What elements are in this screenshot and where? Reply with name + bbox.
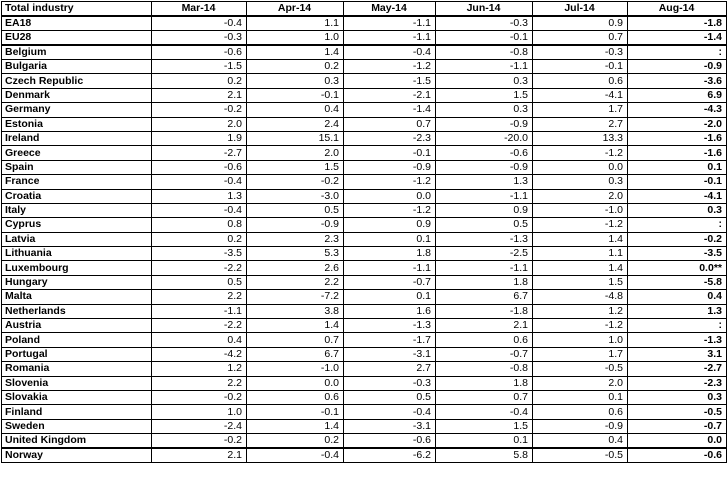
value-cell: 0.0 — [344, 189, 436, 203]
value-cell: 3.8 — [247, 304, 344, 318]
value-cell: 1.4 — [247, 419, 344, 433]
value-cell: 1.3 — [152, 189, 247, 203]
value-cell: -0.4 — [152, 175, 247, 189]
value-cell: 0.5 — [152, 275, 247, 289]
value-cell: 0.9 — [533, 16, 628, 31]
value-cell: -0.4 — [152, 203, 247, 217]
value-cell: -2.4 — [152, 419, 247, 433]
value-cell: -1.7 — [344, 333, 436, 347]
value-cell: -0.6 — [152, 160, 247, 174]
value-cell: 0.5 — [344, 390, 436, 404]
value-cell: -2.0 — [628, 117, 727, 131]
value-cell: 0.0** — [628, 261, 727, 275]
value-cell: -0.3 — [344, 376, 436, 390]
value-cell: 1.3 — [436, 175, 533, 189]
country-cell: Lithuania — [2, 247, 152, 261]
value-cell: 2.7 — [344, 362, 436, 376]
value-cell: 0.5 — [436, 218, 533, 232]
value-cell: -0.1 — [247, 405, 344, 419]
header-label: Total industry — [2, 2, 152, 17]
value-cell: 0.3 — [247, 74, 344, 88]
value-cell: -0.9 — [436, 160, 533, 174]
value-cell: 0.9 — [344, 218, 436, 232]
table-row — [2, 60, 727, 74]
country-cell: Slovenia — [2, 376, 152, 390]
value-cell: 1.7 — [533, 103, 628, 117]
value-cell: -2.7 — [152, 146, 247, 160]
header-row — [2, 2, 727, 17]
country-cell: Malta — [2, 290, 152, 304]
country-cell: Luxembourg — [2, 261, 152, 275]
value-cell: -1.4 — [344, 103, 436, 117]
value-cell: -0.3 — [152, 31, 247, 46]
value-cell: -2.7 — [628, 362, 727, 376]
value-cell: 1.8 — [436, 275, 533, 289]
value-cell: -0.5 — [533, 448, 628, 463]
table-row — [2, 275, 727, 289]
table-row — [2, 405, 727, 419]
value-cell: 0.3 — [628, 390, 727, 404]
value-cell: -3.1 — [344, 419, 436, 433]
value-cell: -0.5 — [628, 405, 727, 419]
industry-production-table — [1, 1, 727, 463]
country-cell: Estonia — [2, 117, 152, 131]
value-cell: -1.2 — [344, 60, 436, 74]
table-row — [2, 376, 727, 390]
table-row — [2, 434, 727, 449]
value-cell: 0.2 — [152, 232, 247, 246]
value-cell: 2.0 — [152, 117, 247, 131]
value-cell: 0.4 — [152, 333, 247, 347]
value-cell: -1.4 — [628, 31, 727, 46]
country-cell: Denmark — [2, 88, 152, 102]
value-cell: 6.9 — [628, 88, 727, 102]
table-row — [2, 247, 727, 261]
value-cell: -7.2 — [247, 290, 344, 304]
value-cell: 1.4 — [533, 232, 628, 246]
value-cell: 0.8 — [152, 218, 247, 232]
value-cell: 5.3 — [247, 247, 344, 261]
country-cell: EA18 — [2, 16, 152, 31]
value-cell: -0.1 — [247, 88, 344, 102]
value-cell: -0.4 — [344, 405, 436, 419]
value-cell: -0.1 — [344, 146, 436, 160]
value-cell: -2.1 — [344, 88, 436, 102]
value-cell: -1.1 — [436, 189, 533, 203]
value-cell: 0.7 — [533, 31, 628, 46]
table-row — [2, 203, 727, 217]
country-cell: EU28 — [2, 31, 152, 46]
value-cell: 2.2 — [247, 275, 344, 289]
value-cell: -1.3 — [344, 319, 436, 333]
country-cell: Greece — [2, 146, 152, 160]
value-cell: 0.3 — [436, 74, 533, 88]
table-row — [2, 390, 727, 404]
value-cell: 1.1 — [533, 247, 628, 261]
table-row — [2, 304, 727, 318]
value-cell: -0.9 — [533, 419, 628, 433]
value-cell: -0.8 — [436, 45, 533, 60]
value-cell: -0.4 — [152, 16, 247, 31]
value-cell: -1.0 — [533, 203, 628, 217]
value-cell: 3.1 — [628, 347, 727, 361]
table-row — [2, 333, 727, 347]
value-cell: 2.1 — [152, 448, 247, 463]
value-cell: -0.3 — [436, 16, 533, 31]
value-cell: -0.6 — [152, 45, 247, 60]
table-row — [2, 45, 727, 60]
value-cell: -1.1 — [436, 261, 533, 275]
value-cell: -2.2 — [152, 261, 247, 275]
value-cell: -0.6 — [436, 146, 533, 160]
value-cell: -0.9 — [436, 117, 533, 131]
value-cell: 0.4 — [533, 434, 628, 449]
value-cell: -1.2 — [533, 146, 628, 160]
value-cell: 2.7 — [533, 117, 628, 131]
country-cell: United Kingdom — [2, 434, 152, 449]
value-cell: -0.2 — [152, 390, 247, 404]
value-cell: 6.7 — [436, 290, 533, 304]
value-cell: 2.2 — [152, 376, 247, 390]
value-cell: 2.0 — [533, 189, 628, 203]
value-cell: -1.2 — [344, 175, 436, 189]
value-cell: -4.3 — [628, 103, 727, 117]
value-cell: -1.2 — [533, 319, 628, 333]
value-cell: -1.1 — [344, 31, 436, 46]
value-cell: 1.5 — [247, 160, 344, 174]
value-cell: 0.4 — [628, 290, 727, 304]
value-cell: -0.9 — [247, 218, 344, 232]
country-cell: Finland — [2, 405, 152, 419]
value-cell: 0.1 — [533, 390, 628, 404]
value-cell: 0.0 — [628, 434, 727, 449]
value-cell: 0.0 — [533, 160, 628, 174]
value-cell: 1.1 — [247, 16, 344, 31]
value-cell: -3.5 — [152, 247, 247, 261]
value-cell: 0.2 — [247, 60, 344, 74]
header-month: Jul-14 — [533, 2, 628, 17]
country-cell: Norway — [2, 448, 152, 463]
country-cell: Poland — [2, 333, 152, 347]
value-cell: -2.3 — [628, 376, 727, 390]
country-cell: Sweden — [2, 419, 152, 433]
value-cell: 1.8 — [436, 376, 533, 390]
header-month: Mar-14 — [152, 2, 247, 17]
value-cell: -0.6 — [628, 448, 727, 463]
table-row — [2, 74, 727, 88]
value-cell: -2.5 — [436, 247, 533, 261]
country-cell: Romania — [2, 362, 152, 376]
value-cell: -1.3 — [436, 232, 533, 246]
country-cell: France — [2, 175, 152, 189]
header-month: Apr-14 — [247, 2, 344, 17]
table-row — [2, 160, 727, 174]
table-row — [2, 448, 727, 463]
value-cell: -0.2 — [152, 103, 247, 117]
value-cell: -0.2 — [247, 175, 344, 189]
value-cell: 0.3 — [436, 103, 533, 117]
value-cell: -1.1 — [436, 60, 533, 74]
value-cell: -1.2 — [533, 218, 628, 232]
value-cell: 0.3 — [628, 203, 727, 217]
value-cell: 1.3 — [628, 304, 727, 318]
value-cell: 1.9 — [152, 131, 247, 145]
table-row — [2, 419, 727, 433]
value-cell: 2.6 — [247, 261, 344, 275]
value-cell: -1.1 — [152, 304, 247, 318]
value-cell: 1.4 — [247, 45, 344, 60]
header-month: May-14 — [344, 2, 436, 17]
table-row — [2, 175, 727, 189]
value-cell: 0.9 — [436, 203, 533, 217]
table-row — [2, 117, 727, 131]
table-row — [2, 232, 727, 246]
value-cell: 1.8 — [344, 247, 436, 261]
value-cell: -0.1 — [436, 31, 533, 46]
value-cell: -1.8 — [436, 304, 533, 318]
value-cell: 1.7 — [533, 347, 628, 361]
value-cell: 2.2 — [152, 290, 247, 304]
value-cell: -0.7 — [436, 347, 533, 361]
value-cell: 1.0 — [247, 31, 344, 46]
table-row — [2, 290, 727, 304]
value-cell: -4.2 — [152, 347, 247, 361]
value-cell: 1.0 — [533, 333, 628, 347]
value-cell: 0.3 — [533, 175, 628, 189]
country-cell: Czech Republic — [2, 74, 152, 88]
value-cell: -0.5 — [533, 362, 628, 376]
country-cell: Bulgaria — [2, 60, 152, 74]
value-cell: 1.5 — [436, 419, 533, 433]
value-cell: -2.3 — [344, 131, 436, 145]
value-cell: 0.2 — [247, 434, 344, 449]
value-cell: -0.1 — [533, 60, 628, 74]
value-cell: -0.6 — [344, 434, 436, 449]
value-cell: -1.1 — [344, 261, 436, 275]
country-cell: Germany — [2, 103, 152, 117]
value-cell: 0.6 — [436, 333, 533, 347]
value-cell: 2.4 — [247, 117, 344, 131]
value-cell: : — [628, 45, 727, 60]
value-cell: -6.2 — [344, 448, 436, 463]
table-row — [2, 131, 727, 145]
country-cell: Hungary — [2, 275, 152, 289]
value-cell: -2.2 — [152, 319, 247, 333]
value-cell: : — [628, 218, 727, 232]
table-row — [2, 31, 727, 46]
table-row — [2, 218, 727, 232]
value-cell: 1.5 — [436, 88, 533, 102]
country-cell: Ireland — [2, 131, 152, 145]
value-cell: 0.1 — [436, 434, 533, 449]
value-cell: 0.1 — [628, 160, 727, 174]
value-cell: -1.8 — [628, 16, 727, 31]
value-cell: -1.0 — [247, 362, 344, 376]
value-cell: -3.6 — [628, 74, 727, 88]
country-cell: Portugal — [2, 347, 152, 361]
header-month: Aug-14 — [628, 2, 727, 17]
table-row — [2, 347, 727, 361]
value-cell: 5.8 — [436, 448, 533, 463]
value-cell: 2.3 — [247, 232, 344, 246]
table-row — [2, 319, 727, 333]
value-cell: 1.4 — [533, 261, 628, 275]
value-cell: 0.4 — [247, 103, 344, 117]
value-cell: 2.0 — [247, 146, 344, 160]
value-cell: -0.4 — [344, 45, 436, 60]
value-cell: -0.2 — [628, 232, 727, 246]
value-cell: -1.2 — [344, 203, 436, 217]
value-cell: -3.1 — [344, 347, 436, 361]
value-cell: -0.7 — [344, 275, 436, 289]
value-cell: 0.1 — [344, 290, 436, 304]
country-cell: Croatia — [2, 189, 152, 203]
value-cell: 0.6 — [533, 74, 628, 88]
table-row — [2, 189, 727, 203]
value-cell: -0.4 — [436, 405, 533, 419]
value-cell: 0.5 — [247, 203, 344, 217]
value-cell: -0.8 — [436, 362, 533, 376]
country-cell: Cyprus — [2, 218, 152, 232]
value-cell: 2.0 — [533, 376, 628, 390]
value-cell: 1.2 — [152, 362, 247, 376]
value-cell: 2.1 — [152, 88, 247, 102]
value-cell: -0.9 — [628, 60, 727, 74]
value-cell: -1.6 — [628, 146, 727, 160]
value-cell: 15.1 — [247, 131, 344, 145]
value-cell: 0.7 — [436, 390, 533, 404]
table-row — [2, 261, 727, 275]
value-cell: 0.6 — [533, 405, 628, 419]
value-cell: 13.3 — [533, 131, 628, 145]
country-cell: Italy — [2, 203, 152, 217]
value-cell: -1.1 — [344, 16, 436, 31]
value-cell: -4.1 — [628, 189, 727, 203]
value-cell: 1.5 — [533, 275, 628, 289]
table-row — [2, 88, 727, 102]
country-cell: Spain — [2, 160, 152, 174]
country-cell: Belgium — [2, 45, 152, 60]
value-cell: -20.0 — [436, 131, 533, 145]
value-cell: 0.2 — [152, 74, 247, 88]
value-cell: 1.6 — [344, 304, 436, 318]
table-row — [2, 16, 727, 31]
country-cell: Latvia — [2, 232, 152, 246]
value-cell: -1.5 — [344, 74, 436, 88]
country-cell: Austria — [2, 319, 152, 333]
value-cell: -4.1 — [533, 88, 628, 102]
value-cell: -3.5 — [628, 247, 727, 261]
table-row — [2, 146, 727, 160]
value-cell: -4.8 — [533, 290, 628, 304]
value-cell: -0.7 — [628, 419, 727, 433]
value-cell: 1.2 — [533, 304, 628, 318]
value-cell: 0.7 — [247, 333, 344, 347]
table-row — [2, 362, 727, 376]
value-cell: -0.1 — [628, 175, 727, 189]
value-cell: -0.4 — [247, 448, 344, 463]
value-cell: -3.0 — [247, 189, 344, 203]
value-cell: 0.0 — [247, 376, 344, 390]
value-cell: 0.7 — [344, 117, 436, 131]
country-cell: Netherlands — [2, 304, 152, 318]
table-body — [2, 16, 727, 463]
value-cell: -0.2 — [152, 434, 247, 449]
header-month: Jun-14 — [436, 2, 533, 17]
value-cell: -1.5 — [152, 60, 247, 74]
table-row — [2, 103, 727, 117]
value-cell: -1.6 — [628, 131, 727, 145]
value-cell: 2.1 — [436, 319, 533, 333]
value-cell: 6.7 — [247, 347, 344, 361]
value-cell: 0.6 — [247, 390, 344, 404]
country-cell: Slovakia — [2, 390, 152, 404]
value-cell: 0.1 — [344, 232, 436, 246]
value-cell: 1.4 — [247, 319, 344, 333]
value-cell: : — [628, 319, 727, 333]
value-cell: -0.3 — [533, 45, 628, 60]
value-cell: 1.0 — [152, 405, 247, 419]
value-cell: -5.8 — [628, 275, 727, 289]
value-cell: -1.3 — [628, 333, 727, 347]
value-cell: -0.9 — [344, 160, 436, 174]
